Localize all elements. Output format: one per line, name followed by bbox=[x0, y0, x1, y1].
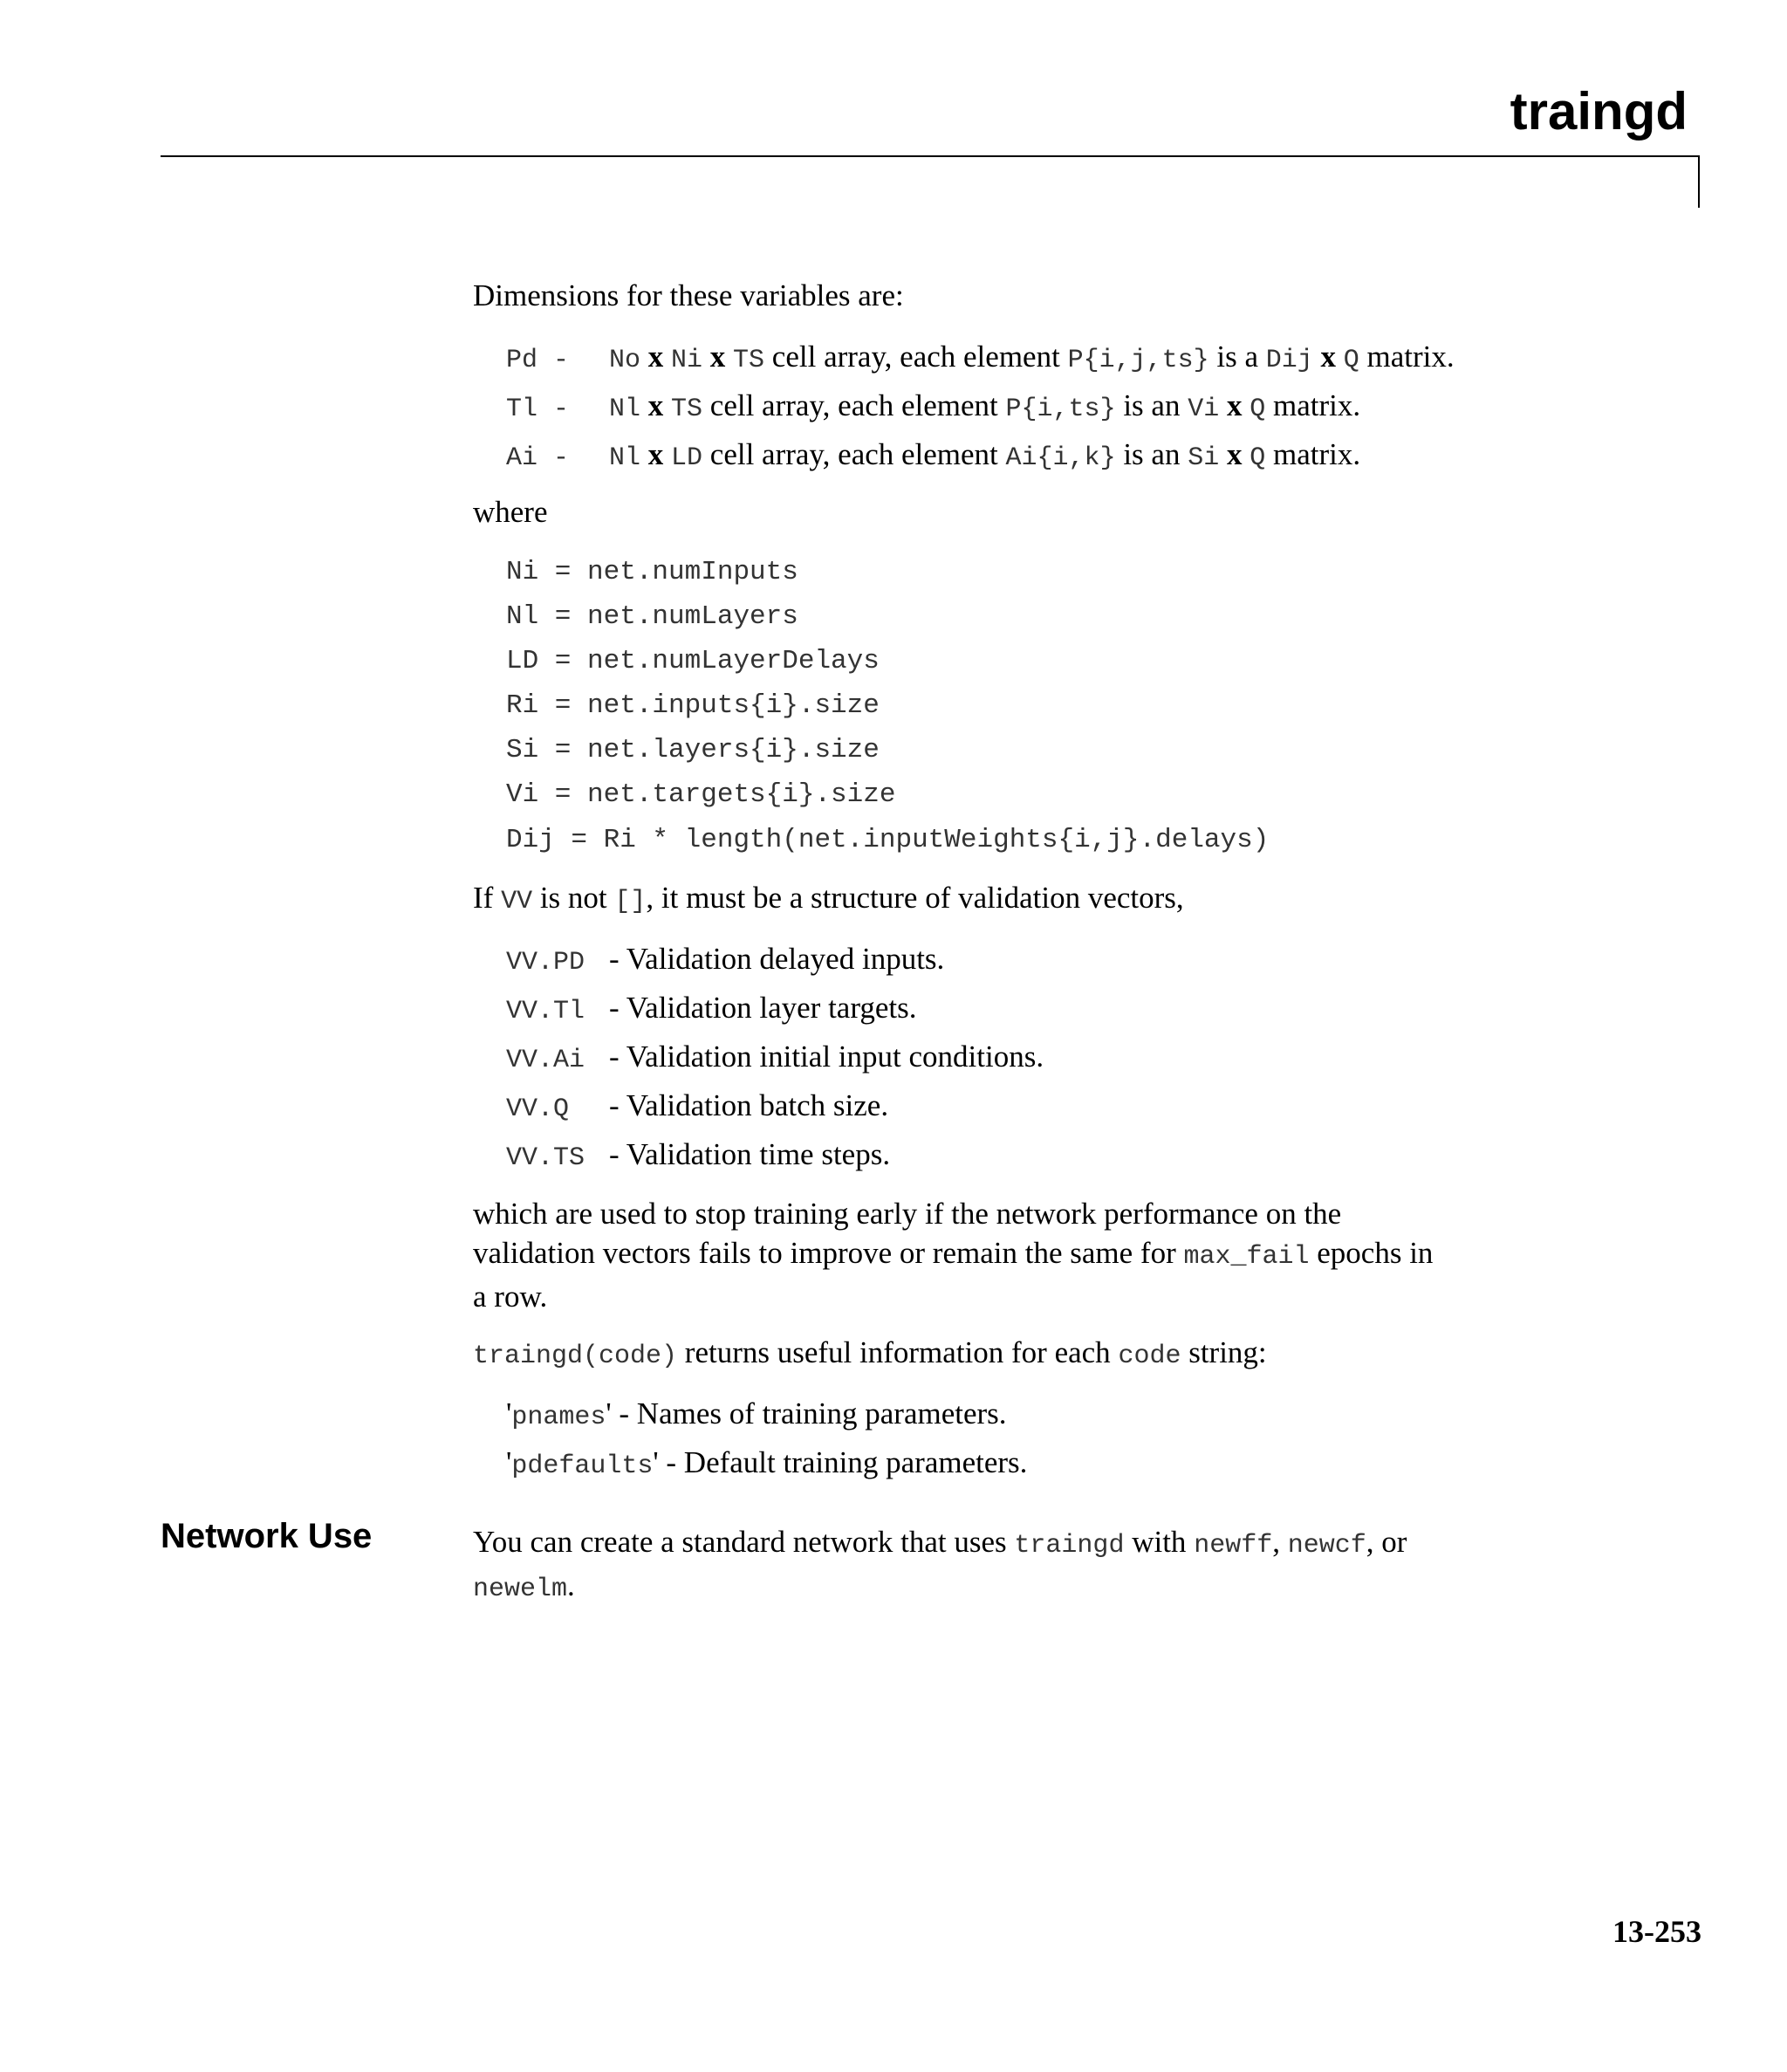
inline-code: TS bbox=[671, 395, 703, 424]
inline-code: TS bbox=[733, 346, 765, 375]
code-option-name: pdefaults bbox=[511, 1451, 654, 1481]
inline-code: Ni bbox=[671, 346, 703, 375]
inline-code: code bbox=[1118, 1341, 1181, 1371]
dimension-row bbox=[506, 337, 1455, 381]
times-sign: x bbox=[640, 388, 672, 422]
section-heading-network-use: Network Use bbox=[161, 1517, 373, 1555]
code-option-description: - Names of training parameters. bbox=[611, 1396, 1007, 1431]
inline-code: Q bbox=[1250, 443, 1266, 473]
page-number: 13-253 bbox=[1612, 1914, 1701, 1949]
page-title: traingd bbox=[1510, 82, 1688, 141]
dimension-variable: Pd - bbox=[506, 346, 570, 375]
network-use-paragraph bbox=[473, 1522, 1712, 1609]
paragraph-text: , bbox=[1272, 1525, 1288, 1559]
inline-code: Nl bbox=[609, 443, 641, 473]
paragraph-line bbox=[473, 1566, 1712, 1609]
paragraph-text: with bbox=[1124, 1525, 1195, 1559]
inline-code: No bbox=[609, 346, 641, 375]
vv-field-description: - Validation time steps. bbox=[609, 1137, 891, 1171]
inline-code: newff bbox=[1194, 1531, 1273, 1561]
inline-code: LD bbox=[671, 443, 703, 473]
vv-field-row bbox=[506, 1037, 1044, 1081]
vv-intro-text: , it must be a structure of validation vectors, bbox=[646, 881, 1184, 915]
dimension-text: matrix. bbox=[1265, 437, 1361, 471]
inline-code: newcf bbox=[1287, 1531, 1366, 1561]
vv-intro-text: is not bbox=[532, 881, 615, 915]
dimension-text: cell array, each element bbox=[764, 340, 1068, 374]
vv-intro-text: If bbox=[473, 881, 502, 915]
paragraph-line: which are used to stop training early if the network performance on the bbox=[473, 1197, 1342, 1231]
dimension-row bbox=[506, 435, 1360, 478]
header-rule-tick bbox=[1698, 155, 1700, 208]
vv-field-row bbox=[506, 939, 944, 983]
vv-field-description: - Validation layer targets. bbox=[609, 991, 917, 1025]
inline-code: Nl bbox=[609, 395, 641, 424]
inline-code: traingd(code) bbox=[473, 1341, 678, 1371]
early-stop-paragraph bbox=[473, 1194, 1712, 1316]
quote: ' bbox=[506, 1445, 512, 1479]
vv-field-description: - Validation initial input conditions. bbox=[609, 1039, 1044, 1074]
inline-code: Si bbox=[1188, 443, 1220, 473]
inline-code: Ai{i,k} bbox=[1005, 443, 1116, 473]
dimension-text: is an bbox=[1115, 388, 1188, 422]
paragraph-line bbox=[473, 1522, 1712, 1566]
paragraph-line: a row. bbox=[473, 1280, 548, 1314]
paragraph-text: validation vectors fails to improve or remain the same for bbox=[473, 1236, 1184, 1270]
dimensions-intro: Dimensions for these variables are: bbox=[473, 278, 904, 312]
paragraph-line bbox=[473, 1233, 1712, 1277]
dimension-text: cell array, each element bbox=[702, 437, 1006, 471]
vv-intro-code: VV bbox=[501, 887, 533, 916]
vv-field-code: VV.Ai bbox=[506, 1046, 585, 1075]
definition-line: Nl = net.numLayers bbox=[506, 601, 798, 632]
vv-intro bbox=[473, 878, 1184, 922]
inline-code: Dij bbox=[1265, 346, 1313, 375]
definition-line: Ri = net.inputs{i}.size bbox=[506, 690, 880, 721]
dimension-text: is a bbox=[1208, 340, 1266, 374]
vv-field-row bbox=[506, 988, 917, 1032]
definition-line: Ni = net.numInputs bbox=[506, 557, 798, 587]
paragraph-text: You can create a standard network that uses bbox=[473, 1525, 1015, 1559]
code-option-name: pnames bbox=[511, 1403, 606, 1432]
dimension-text: matrix. bbox=[1359, 340, 1455, 374]
dimension-text: cell array, each element bbox=[702, 388, 1006, 422]
paragraph-text: , or bbox=[1366, 1525, 1407, 1559]
vv-field-code: VV.PD bbox=[506, 948, 585, 978]
vv-field-description: - Validation batch size. bbox=[609, 1088, 889, 1122]
times-sign: x bbox=[702, 340, 734, 374]
definition-line: Dij = Ri * length(net.inputWeights{i,j}.delays) bbox=[506, 825, 1270, 855]
inline-code: traingd bbox=[1014, 1531, 1125, 1561]
vv-field-code: VV.Tl bbox=[506, 997, 585, 1026]
quote: ' bbox=[606, 1396, 612, 1431]
vv-field-code: VV.Q bbox=[506, 1094, 570, 1124]
inline-code: Vi bbox=[1188, 395, 1220, 424]
definition-line: Vi = net.targets{i}.size bbox=[506, 779, 896, 810]
dimension-variable: Tl - bbox=[506, 395, 570, 424]
vv-field-row bbox=[506, 1135, 890, 1178]
paragraph-text: . bbox=[567, 1568, 575, 1602]
quote: ' bbox=[506, 1396, 512, 1431]
code-option-description: - Default training parameters. bbox=[658, 1445, 1028, 1479]
inline-code: max_fail bbox=[1183, 1242, 1310, 1272]
paragraph-text: epochs in bbox=[1309, 1236, 1434, 1270]
vv-field-description: - Validation delayed inputs. bbox=[609, 942, 945, 976]
inline-code: P{i,ts} bbox=[1005, 395, 1116, 424]
header-rule bbox=[161, 155, 1700, 157]
inline-code: Q bbox=[1343, 346, 1359, 375]
dimension-text: is an bbox=[1115, 437, 1188, 471]
inline-code: Q bbox=[1250, 395, 1266, 424]
times-sign: x bbox=[1312, 340, 1344, 374]
times-sign: x bbox=[640, 340, 672, 374]
paragraph-text: string: bbox=[1181, 1335, 1267, 1369]
quote: ' bbox=[653, 1445, 659, 1479]
times-sign: x bbox=[1219, 437, 1250, 471]
code-option-row bbox=[506, 1394, 1007, 1437]
definition-line: LD = net.numLayerDelays bbox=[506, 646, 880, 676]
code-option-row bbox=[506, 1443, 1027, 1486]
code-info bbox=[473, 1333, 1267, 1376]
times-sign: x bbox=[640, 437, 672, 471]
where-label: where bbox=[473, 495, 548, 529]
inline-code: P{i,j,ts} bbox=[1067, 346, 1209, 375]
times-sign: x bbox=[1219, 388, 1250, 422]
dimension-row bbox=[506, 386, 1360, 429]
vv-intro-code: [] bbox=[614, 887, 647, 916]
inline-code: newelm bbox=[473, 1575, 568, 1604]
dimension-variable: Ai - bbox=[506, 443, 570, 473]
vv-field-code: VV.TS bbox=[506, 1143, 585, 1173]
definition-line: Si = net.layers{i}.size bbox=[506, 735, 880, 765]
dimension-text: matrix. bbox=[1265, 388, 1361, 422]
vv-field-row bbox=[506, 1086, 888, 1129]
paragraph-text: returns useful information for each bbox=[677, 1335, 1119, 1369]
